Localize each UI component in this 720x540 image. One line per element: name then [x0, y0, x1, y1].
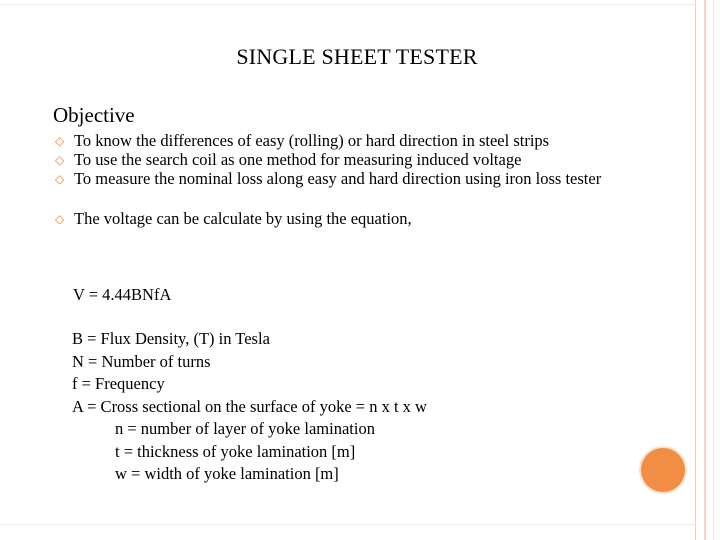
sub-definition-item: n = number of layer of yoke lamination — [115, 419, 375, 438]
frame-line — [704, 0, 706, 540]
decorative-circle-icon — [641, 448, 685, 492]
definition-item: A = Cross sectional on the surface of yoke = n x t x w — [72, 396, 427, 416]
section-heading: Objective — [53, 103, 135, 127]
voltage-formula: V = 4.44BNfA — [73, 285, 172, 304]
sub-definition-item: t = thickness of yoke lamination [m] — [115, 441, 356, 461]
bullet-item: ◇ The voltage can be calculate by using the equation, — [55, 209, 412, 228]
sub-definition-item: w = width of yoke lamination [m] — [115, 464, 339, 483]
bullet-item: ◇ To know the differences of easy (rolling) or hard direction in steel strips — [55, 131, 550, 150]
slide-title: SINGLE SHEET TESTER — [236, 44, 478, 69]
definition-item: B = Flux Density, (T) in Tesla — [72, 329, 270, 348]
diamond-bullet-icon: ◇ — [55, 134, 65, 148]
bullet-item: ◇ To use the search coil as one method for measuring induced voltage — [55, 150, 522, 169]
definition-item: N = Number of turns — [72, 351, 211, 371]
frame-line — [0, 4, 696, 5]
bullet-list — [55, 131, 685, 228]
diamond-bullet-icon: ◇ — [55, 153, 65, 167]
bullet-item: ◇ To measure the nominal loss along easy and hard direction using iron loss tester — [55, 169, 602, 188]
frame-line — [713, 0, 714, 540]
diamond-bullet-icon: ◇ — [55, 172, 65, 186]
definition-item: f = Frequency — [72, 374, 165, 393]
frame-line — [695, 0, 696, 540]
frame-line — [0, 524, 696, 525]
diamond-bullet-icon: ◇ — [55, 212, 65, 226]
definition-list — [72, 328, 427, 486]
